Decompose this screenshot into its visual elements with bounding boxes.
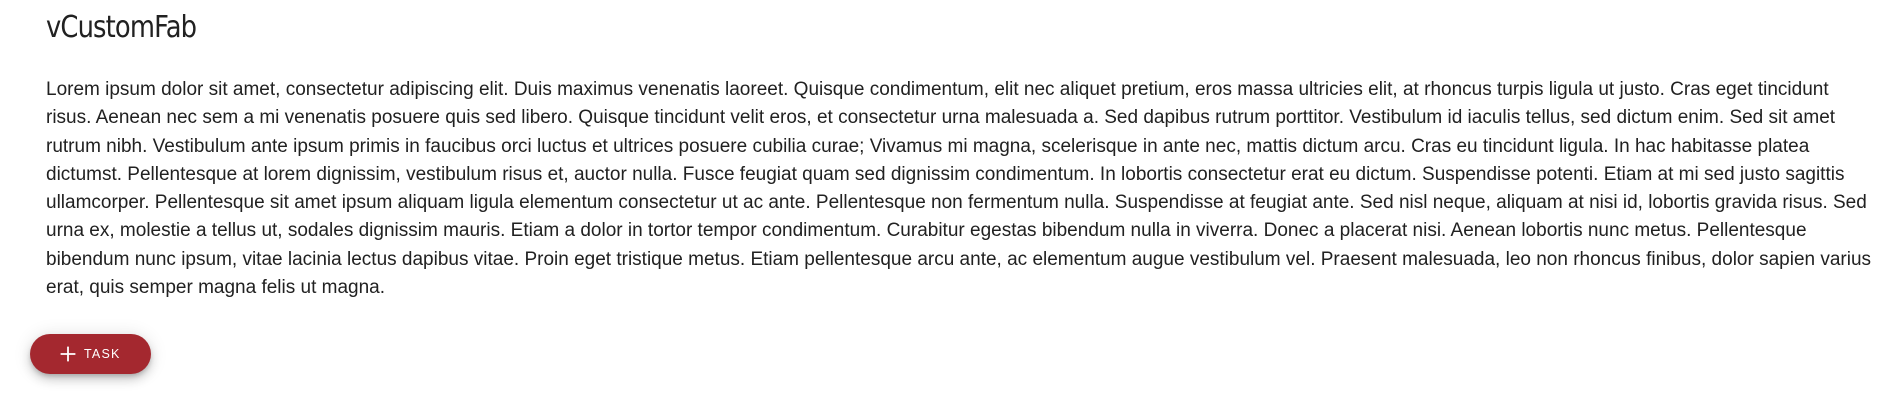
add-task-fab[interactable] <box>30 334 151 374</box>
body-paragraph: Lorem ipsum dolor sit amet, consectetur adipiscing elit. Duis maximus venenatis laoreet. Quisque condimentum, elit nec aliquet pretium, eros massa ultricies elit, at rhoncus turpis ligula ut justo. Cras eget tincidunt risus. Aenean nec sem a mi venenatis posuere quis sed libero. Quisque tincidunt velit eros, et consectetur urna malesuada a. Sed dapibus rutrum porttitor. Vestibulum id iaculis tellus, sed dictum enim. Sed sit amet rutrum nibh. Vestibulum ante ipsum primis in faucibus orci luctus et ultrices posuere cubilia curae; Vivamus mi magna, scelerisque in ante nec, mattis dictum arcu. Cras eu tincidunt ligula. In hac habitasse platea dictumst. Pellentesque at lorem dignissim, vestibulum risus et, auctor nulla. Fusce feugiat quam sed dignissim condimentum. In lobortis consectetur erat eu dictum. Suspendisse potenti. Etiam at mi sed justo sagittis ullamcorper. Pellentesque sit amet ipsum aliquam ligula elementum consectetur ut ac ante. Pellentesque non fermentum nulla. Suspendisse at feugiat ante. Sed nisl neque, aliquam at nisi id, lobortis gravida risus. Sed urna ex, molestie a tellus ut, sodales dignissim mauris. Etiam a dolor in tortor tempor condimentum. Curabitur egestas bibendum nulla in viverra. Donec a placerat nisi. Aenean lobortis nunc metus. Pellentesque bibendum nunc ipsum, vitae lacinia lectus dapibus vitae. Proin eget tristique metus. Etiam pellentesque arcu ante, ac elementum augue vestibulum vel. Praesent malesuada, leo non rhoncus finibus, dolor sapien varius erat, quis semper magna felis ut magna. <box>46 79 1872 299</box>
fab-label: TASK <box>84 347 121 361</box>
page-title: vCustomFab <box>46 10 197 45</box>
plus-icon <box>60 346 76 362</box>
